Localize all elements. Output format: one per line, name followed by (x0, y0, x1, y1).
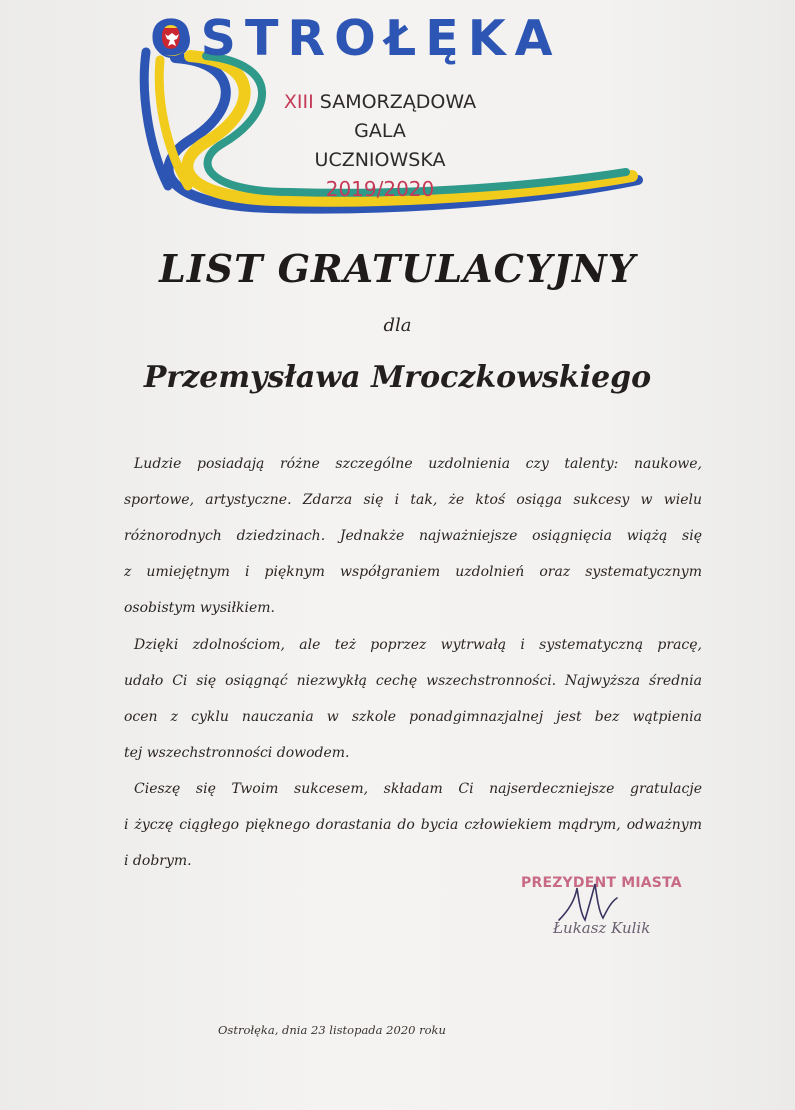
paragraph-3 (124, 771, 702, 879)
text-line: Cieszę się Twoim sukcesem, składam Ci najserdeczniejsze gratulacje (134, 781, 702, 797)
city-name-logo (150, 10, 562, 67)
text-line: Dzięki zdolnościom, ale też poprzez wytrwałą i systematyczną pracę, (134, 637, 702, 653)
gala-line-3: UCZNIOWSKA (314, 149, 446, 171)
text-line: ocen z cyklu nauczania w szkole ponadgimnazjalnej jest bez wątpienia (124, 709, 702, 725)
gala-line-1 (250, 88, 510, 117)
gala-line1-text: SAMORZĄDOWA (319, 91, 477, 113)
text-line: tej wszechstronności dowodem. (124, 745, 350, 761)
for-label: dla (383, 315, 412, 336)
text-line: i życzę ciągłego pięknego dorastania do bycia człowiekiem mądrym, odważnym (124, 817, 702, 833)
paragraph-2 (124, 627, 702, 771)
text-line: udało Ci się osiągnąć niezwykłą cechę wszechstronności. Najwyższa średnia (124, 673, 702, 689)
document-title: LIST GRATULACYJNY (159, 246, 636, 291)
gala-number: XIII (283, 91, 314, 113)
brand-text: OSTROŁĘKA (150, 10, 562, 67)
paragraph-1 (124, 446, 702, 626)
gala-year: 2019/2020 (325, 177, 435, 201)
place-and-date: Ostrołęka, dnia 23 listopada 2020 roku (218, 1023, 446, 1037)
text-line: i dobrym. (124, 853, 192, 869)
text-line: osobistym wysiłkiem. (124, 600, 275, 616)
recipient-name: Przemysława Mroczkowskiego (143, 360, 652, 395)
signature-title: PREZYDENT MIASTA (521, 875, 682, 891)
text-line: sportowe, artystyczne. Zdarza się i tak, że ktoś osiąga sukcesy w wielu (124, 492, 702, 508)
text-line: Ludzie posiadają różne szczególne uzdolnienia czy talenty: naukowe, (134, 456, 702, 472)
text-line: różnorodnych dziedzinach. Jednakże najważniejsze osiągnięcia wiążą się (124, 528, 702, 544)
text-line: z umiejętnym i pięknym współgraniem uzdolnień oraz systematycznym (124, 564, 702, 580)
signer-name: Łukasz Kulik (553, 919, 651, 937)
gala-line-2: GALA (354, 120, 406, 142)
